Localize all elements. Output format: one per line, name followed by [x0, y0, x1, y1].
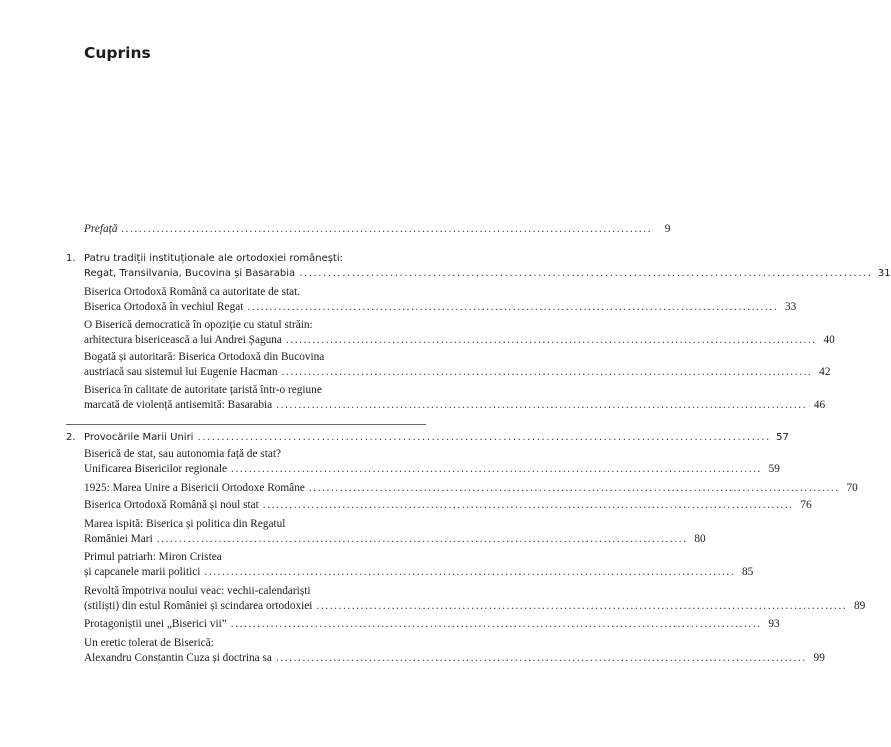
entry-title-line: Unificarea Bisericilor regionale: [84, 463, 228, 475]
dot-leader: ........................................................................................................................: [285, 334, 817, 346]
toc-entry-section[interactable]: [84, 251, 891, 281]
toc-entry-section[interactable]: [84, 430, 789, 445]
dot-leader: ........................................................................................................................: [197, 432, 771, 443]
dot-leader: ........................................................................................................................: [121, 223, 653, 235]
dot-leader: ........................................................................................................................: [316, 600, 848, 612]
page-number: 93: [768, 618, 780, 630]
page-title: Cuprins: [84, 44, 151, 62]
toc-entry-subsection[interactable]: [84, 318, 835, 348]
toc-entry-subsection[interactable]: [84, 350, 831, 380]
toc-entry-subsection[interactable]: [84, 550, 754, 580]
entry-title-line: Protagoniștii unei „Biserici vii”: [84, 618, 227, 630]
dot-leader: ........................................................................................................................: [275, 652, 807, 664]
page-number: 57: [776, 432, 789, 443]
dot-leader: ........................................................................................................................: [281, 366, 813, 378]
toc-entry-subsection[interactable]: [84, 285, 797, 315]
toc-entry-subsection[interactable]: [84, 617, 780, 632]
dot-leader: ........................................................................................................................: [299, 268, 873, 279]
entry-title-line: Revoltă împotriva noului veac: vechii-calendariști: [84, 585, 311, 597]
dot-leader: ........................................................................................................................: [204, 566, 736, 578]
page-number: 89: [854, 600, 866, 612]
page-number: 31: [877, 268, 891, 279]
toc-entry-subsection[interactable]: [84, 383, 826, 413]
page-number: 46: [813, 399, 826, 411]
entry-title-line: O Biserică democratică în opoziție cu statul străin:: [84, 319, 313, 331]
page-number: 9: [664, 223, 671, 235]
entry-title-line: Patru tradiții instituționale ale ortodoxiei românești:: [84, 253, 343, 264]
toc-entry-subsection[interactable]: [84, 517, 706, 547]
toc-entry-subsection[interactable]: [84, 636, 825, 666]
toc-entry-subsection[interactable]: [84, 498, 812, 513]
page-number: 80: [694, 533, 706, 545]
dot-leader: ........................................................................................................................: [230, 618, 762, 630]
entry-title-line: Biserica Ortodoxă Română ca autoritate de stat.: [84, 286, 301, 298]
dot-leader: ........................................................................................................................: [156, 533, 688, 545]
dot-leader: ........................................................................................................................: [308, 482, 840, 494]
page-number: 40: [823, 334, 835, 346]
toc-entry-subsection[interactable]: [84, 584, 866, 614]
entry-title-line: și capcanele marii politici: [84, 566, 201, 578]
section-divider: [66, 424, 426, 425]
entry-title-line: Biserica Ortodoxă Română și noul stat: [84, 499, 259, 511]
toc-entry-subsection[interactable]: [84, 447, 780, 477]
entry-title-line: 1925: Marea Unire a Bisericii Ortodoxe Române: [84, 482, 305, 494]
entry-title: Prefață: [84, 223, 118, 235]
dot-leader: ........................................................................................................................: [231, 463, 762, 475]
page-number: 33: [784, 301, 797, 313]
page-number: 85: [741, 566, 754, 578]
entry-title-line: Marea ispită: Biserica și politica din Regatul: [84, 518, 286, 530]
entry-title-line: Un eretic tolerat de Biserică:: [84, 637, 214, 649]
entry-title-line: Primul patriarh: Miron Cristea: [84, 551, 222, 563]
entry-title-line: Bogată și autoritară: Biserica Ortodoxă din Bucovina: [84, 351, 325, 363]
entry-title-line: Biserica în calitate de autoritate țaristă într-o regiune: [84, 384, 322, 396]
entry-title-line: Biserica Ortodoxă în vechiul Regat: [84, 301, 244, 313]
dot-leader: ........................................................................................................................: [276, 399, 808, 411]
entry-title-line: austriacă sau sistemul lui Eugenie Hacman: [84, 366, 278, 378]
entry-title-line: Alexandru Constantin Cuza și doctrina sa: [84, 652, 272, 664]
toc-entry-preface[interactable]: [84, 222, 671, 237]
entry-title-line: României Mari: [84, 533, 153, 545]
page-number: 42: [819, 366, 831, 378]
dot-leader: ........................................................................................................................: [262, 499, 794, 511]
dot-leader: ........................................................................................................................: [247, 301, 779, 313]
page-number: 59: [768, 463, 780, 475]
entry-title-line: Regat, Transilvania, Bucovina și Basarabia: [84, 268, 296, 279]
page-number: 70: [846, 482, 858, 494]
entry-title-line: arhitectura bisericească a lui Andrei Șaguna: [84, 334, 282, 346]
entry-title-line: (stiliști) din estul României și scindarea ortodoxiei: [84, 600, 313, 612]
page-number: 99: [813, 652, 825, 664]
section-number: 2.: [66, 432, 76, 443]
section-number: 1.: [66, 253, 76, 264]
page-number: 76: [800, 499, 812, 511]
entry-title-line: Biserică de stat, sau autonomia față de stat?: [84, 448, 281, 460]
entry-title-line: marcată de violență antisemită: Basarabia: [84, 399, 273, 411]
toc-entry-subsection[interactable]: [84, 481, 858, 496]
entry-title-line: Provocările Marii Uniri: [84, 432, 194, 443]
